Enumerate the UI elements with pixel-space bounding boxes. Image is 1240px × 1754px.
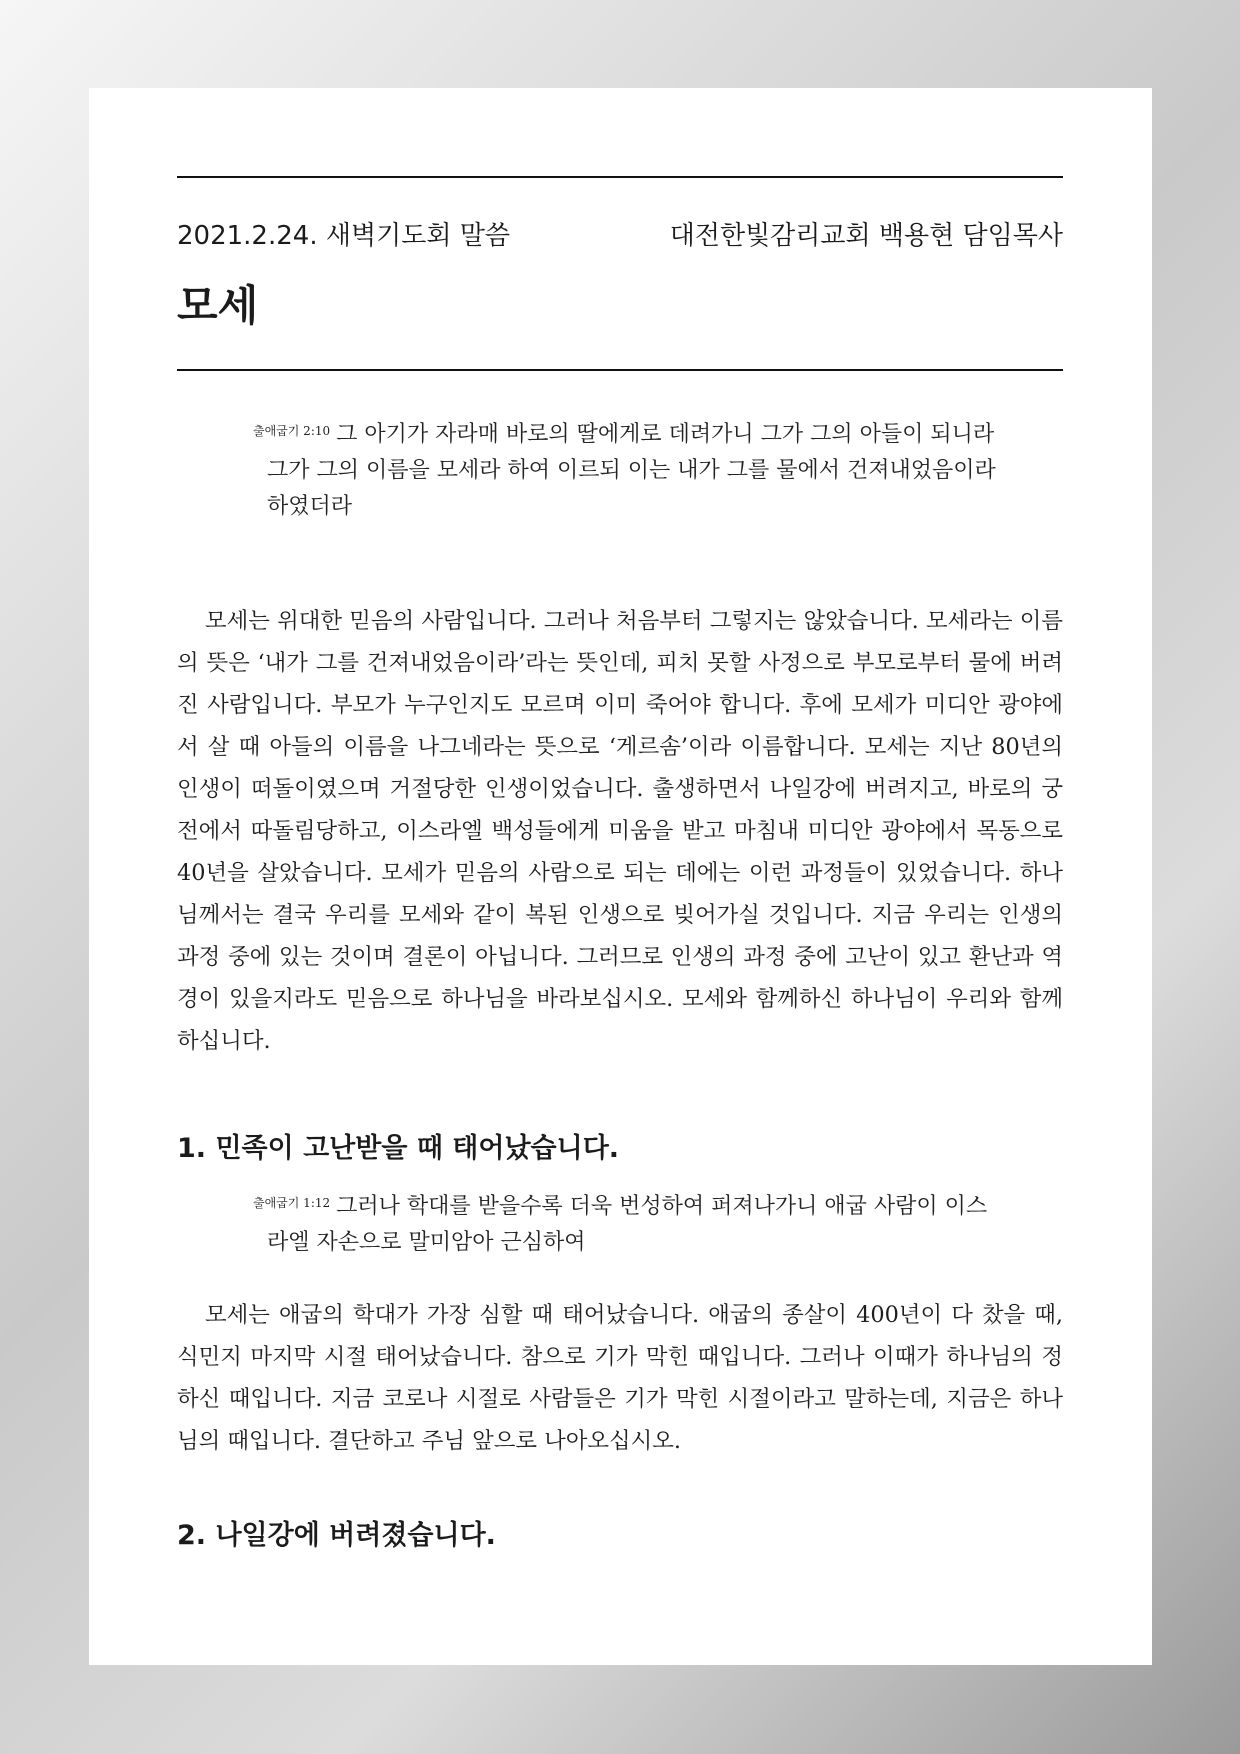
scripture-text: 그 아기가 자라매 바로의 딸에게로 데려가니 그가 그의 아들이 되니라 그가 그의 이름을 모세라 하여 이르되 이는 내가 그를 물에서 건져내었음이라 하였더라 bbox=[267, 422, 996, 519]
church-pastor: 대전한빛감리교회 백용현 담임목사 bbox=[669, 221, 1063, 251]
scripture-reference: 출애굽기 1:12 bbox=[253, 1196, 331, 1210]
section-heading-2: 2. 나일강에 버려졌습니다. bbox=[177, 1520, 496, 1551]
scripture-quote bbox=[253, 413, 999, 525]
scripture-reference: 출애굽기 2:10 bbox=[253, 424, 331, 438]
intro-paragraph: 모세는 위대한 믿음의 사람입니다. 그러나 처음부터 그렇지는 않았습니다. 모세라는 이름의 뜻은 ‘내가 그를 건져내었음이라’라는 뜻인데, 피치 못할 사정으로 부모로부터 물에 버려진 사람입니다. 부모가 누구인지도 모르며 이미 죽어야 합니다. 후에 모세가 미디안 광야에서 살 때 아들의 이름을 나그네라는 뜻으로 ‘게르솜’이라 이름합니다. 모세는 지난 80년의 인생이 떠돌이였으며 거절당한 인생이었습니다. 출생하면서 나일강에 버려지고, 바로의 궁전에서 따돌림당하고, 이스라엘 백성들에게 미움을 받고 마침내 미디안 광야에서 목동으로 40년을 살았습니다. 모세가 믿음의 사람으로 되는 데에는 이런 과정들이 있었습니다. 하나님께서는 결국 우리를 모세와 같이 복된 인생으로 빚어가실 것입니다. 지금 우리는 인생의 과정 중에 있는 것이며 결론이 아닙니다. 그러므로 인생의 과정 중에 고난이 있고 환난과 역경이 있을지라도 믿음으로 하나님을 바라보십시오. 모세와 함께하신 하나님이 우리와 함께하십니다. bbox=[177, 608, 1063, 1054]
section-1-paragraph: 모세는 애굽의 학대가 가장 심할 때 태어났습니다. 애굽의 종살이 400년이 다 찼을 때, 식민지 마지막 시절 태어났습니다. 참으로 기가 막힌 때입니다. 그러나 이때가 하나님의 정하신 때입니다. 지금 코로나 시절로 사람들은 기가 막힌 시절이라고 말하는데, 지금은 하나님의 때입니다. 결단하고 주님 앞으로 나아오십시오. bbox=[177, 1302, 1063, 1454]
scripture-text: 그러나 학대를 받을수록 더욱 번성하여 퍼져나가니 애굽 사람이 이스라엘 자손으로 말미암아 근심하여 bbox=[267, 1194, 988, 1255]
top-rule bbox=[177, 176, 1063, 178]
sermon-title: 모세 bbox=[177, 281, 259, 330]
scripture-quote-section-1 bbox=[253, 1185, 999, 1261]
document-page bbox=[89, 88, 1152, 1665]
section-heading-1: 1. 민족이 고난받을 때 태어났습니다. bbox=[177, 1133, 620, 1164]
title-rule bbox=[177, 369, 1063, 371]
sermon-date-service: 2021.2.24. 새벽기도회 말씀 bbox=[177, 221, 510, 251]
